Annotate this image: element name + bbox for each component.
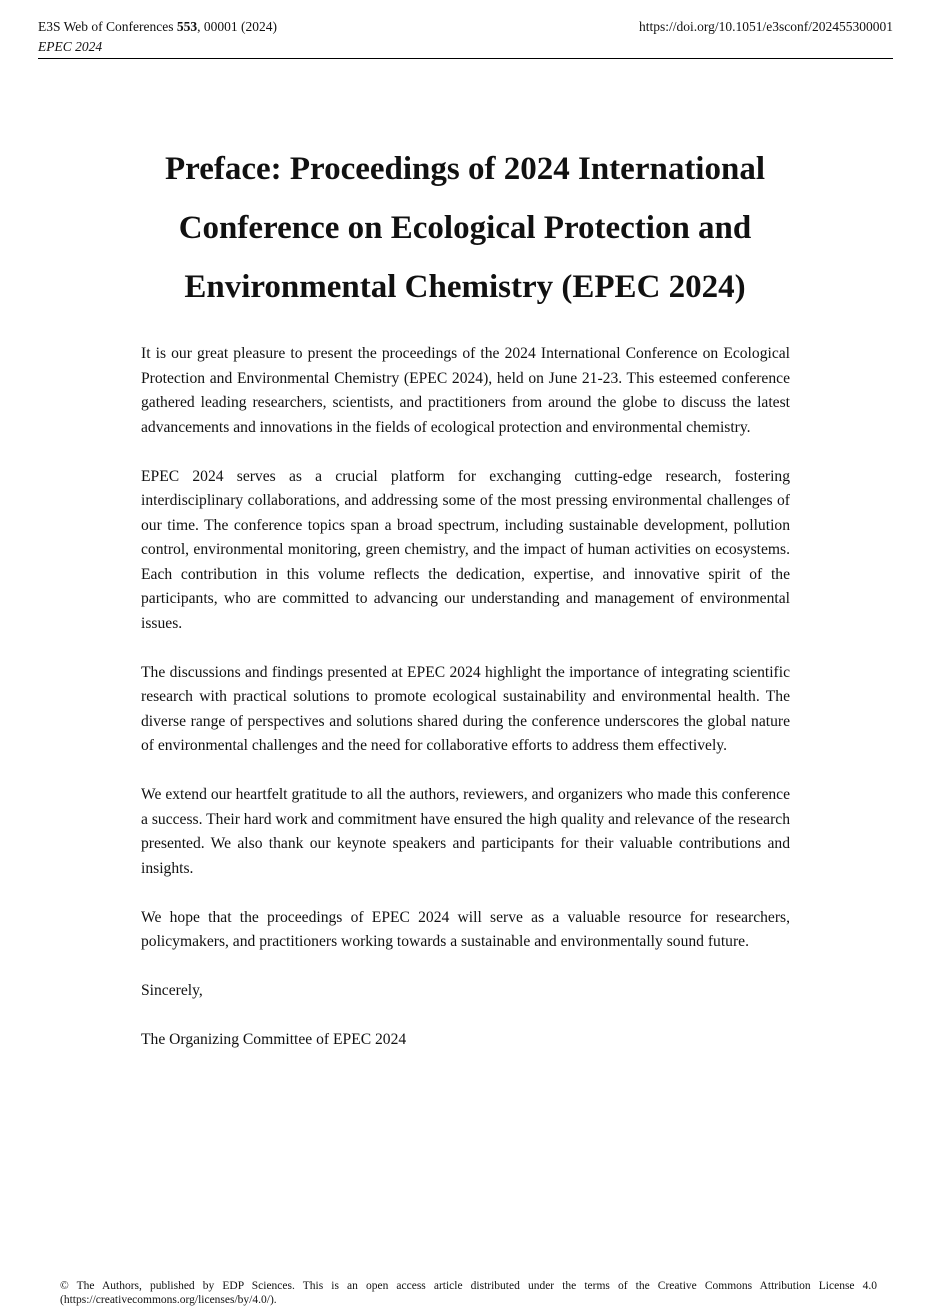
paragraph: EPEC 2024 serves as a crucial platform for exchanging cutting-edge research, fostering interdisciplinary collaborations, and addressing some of the most pressing environmental challenges of our time. The conference topics span a broad spectrum, including sustainable development, pollution control, environmental monitoring, green chemistry, and the impact of human activities on ecosystems. Each contribution in this volume reflects the dedication, expertise, and innovative spirit of the participants, who are committed to advancing our understanding and management of environmental issues.	[141, 467, 790, 632]
header-rule	[38, 58, 893, 59]
license-statement: © The Authors, published by EDP Sciences. This is an open access article distributed under the terms of the Creative Commons Attribution License 4.0	[60, 1280, 877, 1292]
paragraph: We hope that the proceedings of EPEC 2024 will serve as a valuable resource for researchers, policymakers, and practitioners working towards a sustainable and environmentally sound future.	[141, 908, 790, 950]
title-line: Preface: Proceedings of 2024 International	[165, 151, 765, 187]
preface-body	[141, 342, 790, 1077]
closing-salutation: Sincerely,	[141, 982, 203, 999]
journal-name: E3S Web of Conferences	[38, 19, 174, 34]
license-footer	[60, 1279, 877, 1307]
journal-volume: 553	[176, 19, 198, 34]
title-line: Environmental Chemistry (EPEC 2024)	[184, 269, 746, 305]
title-line: Conference on Ecological Protection and	[178, 210, 752, 246]
license-url[interactable]: (https://creativecommons.org/licenses/by/4.0/).	[60, 1294, 277, 1306]
journal-citation	[38, 18, 277, 36]
signature: The Organizing Committee of EPEC 2024	[141, 1031, 407, 1048]
doi-link[interactable]: https://doi.org/10.1051/e3sconf/202455300001	[639, 19, 893, 34]
article-number-year: , 00001 (2024)	[197, 19, 278, 34]
paragraph: It is our great pleasure to present the proceedings of the 2024 International Conference on Ecological Protection and Environmental Chemistry (EPEC 2024), held on June 21-23. This esteemed conference gathered leading researchers, scientists, and practitioners from around the globe to discuss the latest advancements and innovations in the fields of ecological protection and environmental chemistry.	[141, 345, 790, 436]
paper-title	[130, 140, 800, 317]
paragraph: The discussions and findings presented at EPEC 2024 highlight the importance of integrating scientific research with practical solutions to promote ecological sustainability and environmental health. The diverse range of perspectives and solutions shared during the conference underscores the global nature of environmental challenges and the need for collaborative efforts to address them effectively.	[141, 663, 790, 754]
paragraph: We extend our heartfelt gratitude to all the authors, reviewers, and organizers who made this conference a success. Their hard work and commitment have ensured the high quality and relevance of the research presented. We also thank our keynote speakers and participants for their valuable contributions and insights.	[141, 786, 790, 877]
conference-name: EPEC 2024	[38, 39, 103, 54]
